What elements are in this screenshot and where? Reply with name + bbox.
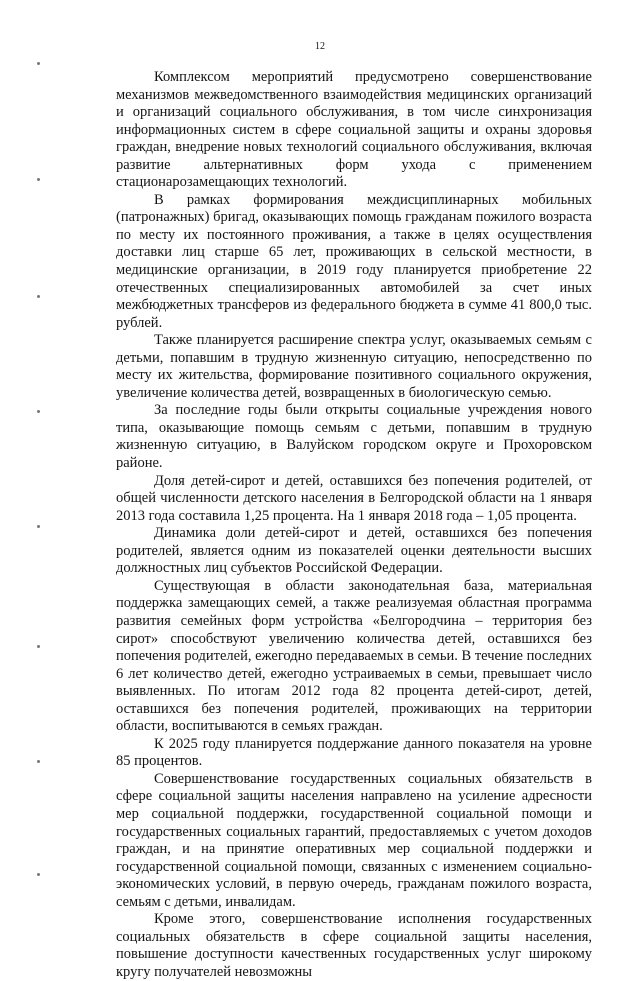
paragraph: Совершенствование государственных социальных обязательств в сфере социальной защиты населения направлено на усиление адресности мер социальной поддержки, государственной социальной помощи и государственных социальных гарантий, предоставляемых с учетом доходов граждан, и на принятие оперативных мер социальной поддержки и государственной социальной помощи, связанных с изменением социально-экономических условий, в первую очередь, гражданам пожилого возраста, семьям с детьми, инвалидам. <box>116 770 592 910</box>
paragraph: Динамика доли детей-сирот и детей, оставшихся без попечения родителей, является одним из показателей оценки деятельности высших должностных лиц субъектов Российской Федерации. <box>116 525 592 577</box>
scan-speck <box>37 525 40 528</box>
paragraph: В рамках формирования междисциплинарных мобильных (патронажных) бригад, оказывающих помощь гражданам пожилого возраста по месту их постоянного проживания, а также в целях осуществления доставки лиц старше 65 лет, проживающих в сельской местности, в медицинские организации, в 2019 году планируется приобретение 22 отечественных специализированных автомобилей за счет иных межбюджетных трансферов из федерального бюджета в сумме 41 800,0 тыс. рублей. <box>116 191 592 331</box>
scan-speck <box>37 873 40 876</box>
page-number: 12 <box>315 41 325 52</box>
body-text <box>116 69 592 981</box>
paragraph: Также планируется расширение спектра услуг, оказываемых семьям с детьми, попавшим в трудную жизненную ситуацию, непосредственно по месту их жительства, формирование позитивного социального окружения, увеличение количества детей, возвращенных в биологическую семью. <box>116 332 592 401</box>
scan-speck <box>37 295 40 298</box>
paragraph: Существующая в области законодательная база, материальная поддержка замещающих семей, а также реализуемая областная программа развития семейных форм устройства «Белгородчина – территория без сирот» способствуют увеличению количества детей, оставшихся без попечения родителей, ежегодно передаваемых в семьи. В течение последних 6 лет количество детей, ежегодно устраиваемых в семьи, превышает число выявленных. По итогам 2012 года 82 процента детей-сирот, детей, оставшихся без попечения родителей, проживающих на территории области, воспитываются в семьях граждан. <box>116 577 592 735</box>
paragraph: За последние годы были открыты социальные учреждения нового типа, оказывающие помощь семьям с детьми, попавшим в трудную жизненную ситуацию, в Валуйском городском округе и Прохоровском районе. <box>116 402 592 472</box>
paragraph: Комплексом мероприятий предусмотрено совершенствование механизмов межведомственного взаимодействия медицинских организаций и организаций социального обслуживания, в том числе синхронизация информационных систем в сфере социальной защиты и охраны здоровья граждан, внедрение новых технологий социального обслуживания, включая развитие альтернативных форм ухода с применением стационарозамещающих технологий. <box>116 69 592 191</box>
scan-speck <box>37 410 40 413</box>
paragraph: Доля детей-сирот и детей, оставшихся без попечения родителей, от общей численности детского населения в Белгородской области на 1 января 2013 года составила 1,25 процента. На 1 января 2018 года – 1,05 процента. <box>116 472 592 524</box>
paragraph: Кроме этого, совершенствование исполнения государственных социальных обязательств в сфере социальной защиты населения, повышение доступности качественных государственных услуг широкому кругу получателей невозможны <box>116 911 592 980</box>
scan-speck <box>37 760 40 763</box>
paragraph: К 2025 году планируется поддержание данного показателя на уровне 85 процентов. <box>116 735 592 770</box>
scan-speck <box>37 62 40 65</box>
scan-speck <box>37 178 40 181</box>
scan-speck <box>37 645 40 648</box>
